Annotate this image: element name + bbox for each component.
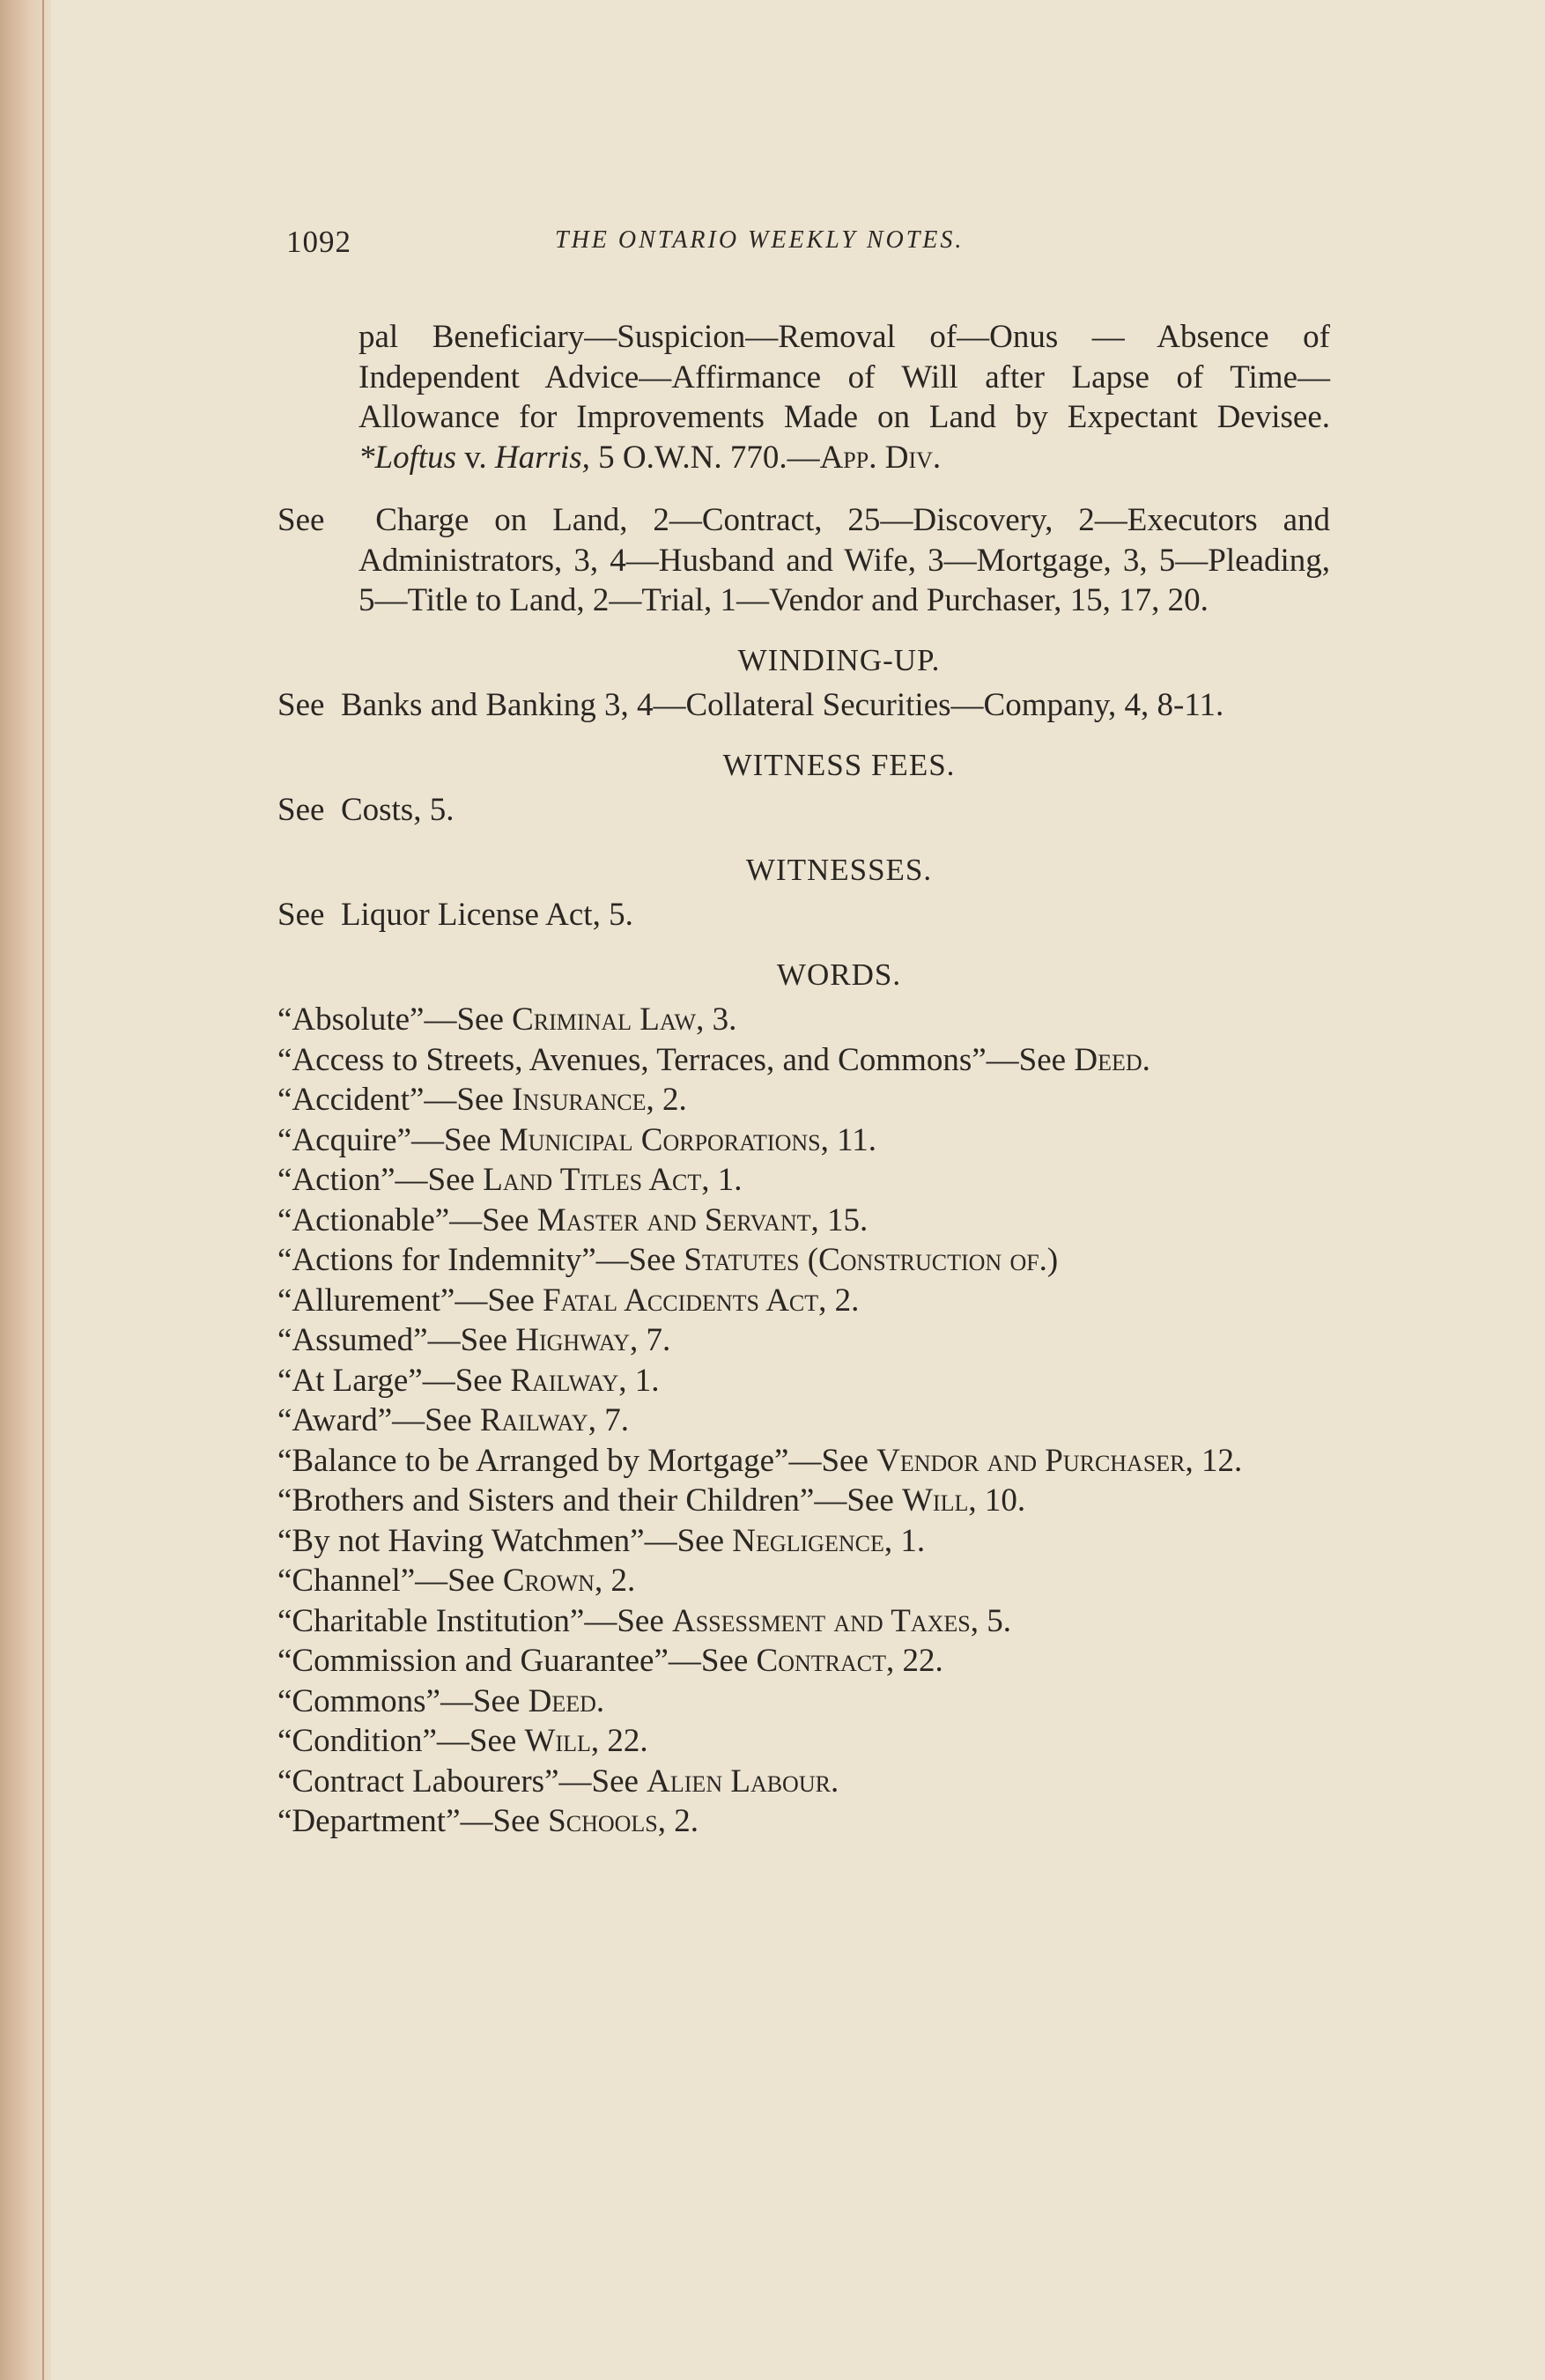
- witnesses-text: Liquor License Act, 5.: [340, 897, 633, 933]
- word-reference: Insurance: [512, 1082, 647, 1118]
- word-term: “Commission and Guarantee”—See: [277, 1643, 757, 1679]
- word-entry: [277, 1801, 1330, 1842]
- word-reference: Statutes (Construction of.): [684, 1242, 1059, 1278]
- see-label: See: [277, 792, 325, 828]
- see-label: See: [277, 897, 325, 933]
- page-edge: [0, 0, 51, 2380]
- see-also-entry: [277, 500, 1330, 621]
- word-number: , 12.: [1185, 1442, 1243, 1479]
- word-number: .: [595, 1682, 605, 1719]
- word-number: , 2.: [657, 1803, 699, 1839]
- word-number: .: [1142, 1041, 1150, 1078]
- word-entry: [277, 1601, 1330, 1642]
- word-reference: Will: [524, 1723, 591, 1759]
- word-reference: Railway: [479, 1402, 588, 1438]
- word-term: “Actions for Indemnity”—See: [277, 1242, 684, 1278]
- word-entry: [277, 1000, 1330, 1040]
- word-entry: [277, 1240, 1330, 1281]
- word-reference: Criminal Law: [512, 1002, 697, 1038]
- word-reference: Contract: [756, 1643, 887, 1679]
- word-term: “At Large”—See: [277, 1362, 511, 1399]
- word-term: “Condition”—See: [277, 1723, 525, 1759]
- word-term: “Accident”—See: [277, 1082, 513, 1118]
- word-number: , 22.: [590, 1723, 648, 1759]
- word-entry: [277, 1040, 1330, 1081]
- word-entry: [277, 1561, 1330, 1601]
- word-entry: [277, 1762, 1330, 1802]
- word-entry: [277, 1120, 1330, 1161]
- word-number: , 15.: [810, 1201, 869, 1238]
- word-number: , 22.: [886, 1643, 943, 1679]
- case-citation: 5 O.W.N. 770.—: [589, 439, 820, 476]
- see-label: See: [277, 687, 325, 723]
- word-number: , 10.: [968, 1482, 1026, 1519]
- word-number: , 7.: [630, 1322, 671, 1358]
- word-reference: Alien Labour: [647, 1763, 831, 1800]
- word-entry: [277, 1721, 1330, 1762]
- word-term: “Charitable Institution”—See: [277, 1602, 672, 1639]
- word-reference: Highway: [515, 1322, 631, 1358]
- page-header: [286, 225, 1343, 269]
- word-number: , 3.: [696, 1002, 737, 1038]
- word-reference: Railway: [510, 1362, 619, 1399]
- word-term: “Brothers and Sisters and their Children”—See: [277, 1482, 902, 1519]
- section-heading-words: WORDS.: [776, 957, 902, 992]
- word-number: .: [830, 1763, 839, 1800]
- page-number: 1092: [286, 225, 351, 259]
- word-term: “Assumed”—See: [277, 1322, 516, 1358]
- word-number: , 1.: [883, 1522, 926, 1559]
- word-number: , 7.: [588, 1402, 629, 1438]
- word-term: “Balance to be Arranged by Mortgage”—See: [277, 1442, 877, 1479]
- word-reference: Schools: [548, 1803, 658, 1839]
- word-term: “Commons”—See: [277, 1682, 529, 1719]
- winding-up-entry: [277, 685, 1330, 726]
- word-term: “Allurement”—See: [277, 1282, 543, 1319]
- word-entry: [277, 1320, 1330, 1361]
- word-entry: [277, 1201, 1330, 1241]
- word-reference: Negligence: [732, 1522, 884, 1559]
- word-term: “Action”—See: [277, 1162, 484, 1198]
- section-heading-witness-fees: WITNESS FEES.: [722, 747, 956, 782]
- word-entry: [277, 1080, 1330, 1120]
- word-entry: [277, 1281, 1330, 1321]
- word-reference: Deed: [528, 1682, 596, 1719]
- intro-entry: [277, 317, 1330, 477]
- word-number: , 2.: [594, 1563, 636, 1599]
- words-list: [277, 1000, 1330, 1842]
- word-term: “Award”—See: [277, 1402, 480, 1438]
- word-term: “Department”—See: [277, 1803, 549, 1839]
- word-number: , 1.: [701, 1162, 743, 1198]
- word-reference: Assessment and Taxes: [672, 1602, 971, 1639]
- word-entry: [277, 1682, 1330, 1722]
- word-entry: [277, 1401, 1330, 1441]
- section-heading-winding-up: WINDING-UP.: [737, 642, 941, 677]
- case-name-1: *Loftus: [359, 439, 457, 476]
- witnesses-entry: [277, 895, 1330, 935]
- word-entry: [277, 1521, 1330, 1562]
- word-term: “Contract Labourers”—See: [277, 1763, 647, 1800]
- word-reference: Municipal Corporations: [499, 1121, 821, 1158]
- word-entry: [277, 1361, 1330, 1401]
- word-reference: Will: [902, 1482, 969, 1519]
- see-label: See: [277, 502, 325, 538]
- word-entry: [277, 1481, 1330, 1521]
- case-name-2: Harris,: [494, 439, 590, 476]
- word-term: “Channel”—See: [277, 1563, 503, 1599]
- word-reference: Master and Servant: [536, 1201, 811, 1238]
- word-number: , 11.: [820, 1121, 876, 1158]
- case-v: v.: [456, 439, 495, 476]
- winding-up-text: Banks and Banking 3, 4—Collateral Securities—Company, 4, 8-11.: [340, 687, 1224, 723]
- word-term: “Acquire”—See: [277, 1121, 499, 1158]
- word-reference: Deed: [1074, 1041, 1142, 1078]
- witness-fees-entry: [277, 790, 1330, 831]
- section-heading-witnesses: WITNESSES.: [745, 852, 933, 887]
- word-number: , 1.: [618, 1362, 660, 1399]
- word-term: “Actionable”—See: [277, 1201, 537, 1238]
- see-also-text: Charge on Land, 2—Contract, 25—Discovery, 2—Executors and Administrators, 3, 4—Husband and Wife, 3—Mortgage, 3, 5—Pleading, 5—Title to Land, 2—Trial, 1—Vendor and Purchaser, 15, 17, 20.: [359, 502, 1330, 618]
- word-reference: Fatal Accidents Act: [543, 1282, 819, 1319]
- word-number: , 2.: [646, 1082, 687, 1118]
- word-term: “Access to Streets, Avenues, Terraces, and Commons”—See: [277, 1041, 1075, 1078]
- word-number: , 2.: [818, 1282, 860, 1319]
- word-reference: Crown: [502, 1563, 595, 1599]
- page-body: [277, 317, 1330, 1842]
- word-term: “By not Having Watchmen”—See: [277, 1522, 733, 1559]
- word-entry: [277, 1641, 1330, 1682]
- word-number: , 5.: [970, 1602, 1012, 1639]
- word-reference: Vendor and Purchaser: [876, 1442, 1186, 1479]
- word-reference: Land Titles Act: [483, 1162, 702, 1198]
- court-name: App. Div.: [819, 439, 942, 476]
- word-entry: [277, 1441, 1330, 1482]
- intro-text: pal Beneficiary—Suspicion—Removal of—Onus — Absence of Independent Advice—Affirmance of Will after Lapse of Time—Allowance for Improvements Made on Land by Expectant Devisee.: [359, 319, 1330, 435]
- witness-fees-text: Costs, 5.: [340, 792, 455, 828]
- running-title: THE ONTARIO WEEKLY NOTES.: [555, 226, 965, 254]
- word-entry: [277, 1160, 1330, 1201]
- word-term: “Absolute”—See: [277, 1002, 513, 1038]
- spacer: [277, 477, 1330, 500]
